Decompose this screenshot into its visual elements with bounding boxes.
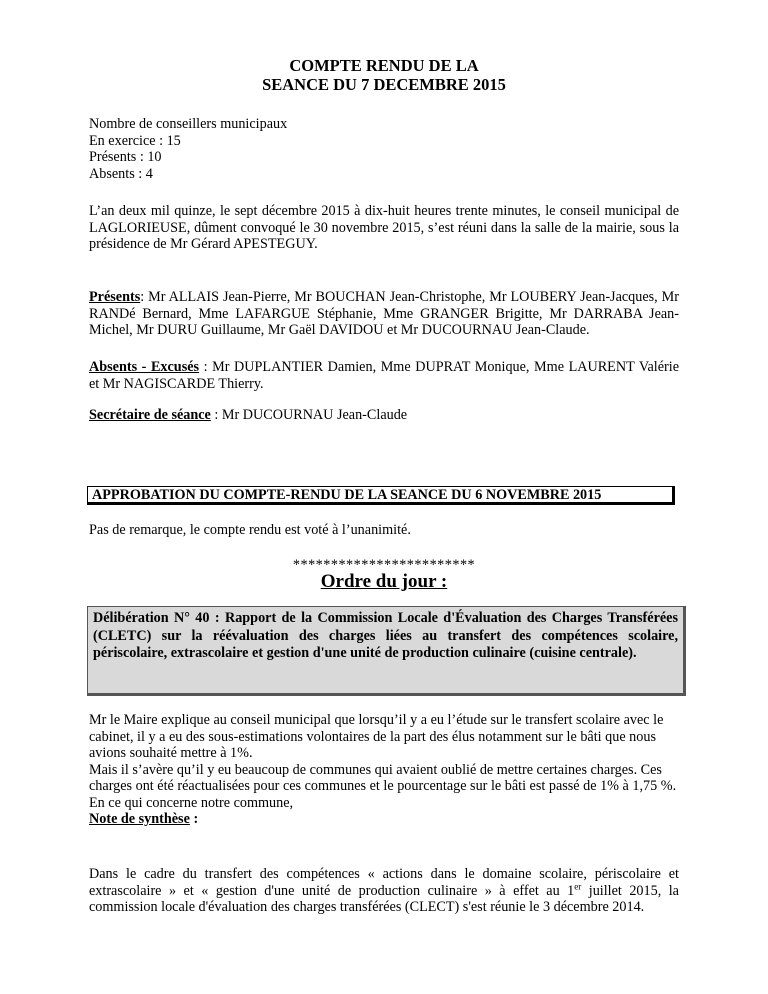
absents-label: Absents - Excusés (89, 359, 200, 375)
page-title-line2: SEANCE DU 7 DECEMBRE 2015 (262, 75, 506, 94)
presents-paragraph (89, 289, 679, 339)
note-text: Dans le cadre du transfert des compétences « actions dans le domaine scolaire, périscolaire et extrascolaire » et « gestion d'une unité de production culinaire » à effet au 1 (89, 866, 679, 899)
secretaire-label: Secrétaire de séance (89, 407, 211, 423)
note-superscript: er (574, 880, 582, 891)
approbation-text: Pas de remarque, le compte rendu est voté à l’unanimité. (89, 522, 411, 538)
separator: ************************ (292, 557, 476, 573)
note-label: Note de synthèse (89, 811, 190, 827)
ordre-du-jour-heading: Ordre du jour : (320, 571, 448, 592)
stats-line: Absents : 4 (89, 165, 153, 182)
stats-line: Présents : 10 (89, 149, 162, 165)
note-paragraph (89, 866, 679, 916)
note-text: juillet 2015, la commission locale d'évaluation des charges transférées (CLECT) s'est réunie le 3 décembre 2014. (89, 882, 679, 915)
presents-text: : Mr ALLAIS Jean-Pierre, Mr BOUCHAN Jean-Christophe, Mr LOUBERY Jean-Jacques, Mr RANDé Bernard, Mme LAFARGUE Stéphanie, Mme GRANGER Brigitte, Mr DARRABA Jean-Michel, Mr DURU Guillaume, Mr Gaël DAVIDOU et Mr DUCOURNAU Jean-Claude. (89, 289, 679, 338)
absents-paragraph (89, 359, 679, 392)
maire-text: Mr le Maire explique au conseil municipal que lorsqu’il y a eu l’étude sur le transfert scolaire avec le cabinet, il y a eu des sous-estimations volontaires de la part des élus notamment sur le bâti que nous avions souhaité mettre à 1%. (89, 712, 664, 761)
approbation-paragraph (89, 522, 679, 539)
intro-paragraph (89, 203, 679, 253)
stats-line: Nombre de conseillers municipaux (89, 116, 288, 132)
absents-text: : Mr DUPLANTIER Damien, Mme DUPRAT Monique, Mme LAURENT Valérie et Mr NAGISCARDE Thierry. (89, 359, 679, 392)
secretaire-text: : Mr DUCOURNAU Jean-Claude (210, 407, 408, 423)
deliberation-title: Délibération N° 40 : Rapport de la Commission Locale d'Évaluation des Charges Transférées (CLETC) sur la réévaluation des charges liées au transfert des compétences scolaire, périscolaire, extrascolaire et gestion d'une unité de production culinaire (cuisine centrale). (93, 610, 678, 661)
page-title-line1: COMPTE RENDU DE LA (289, 56, 479, 75)
stats-line: En exercice : 15 (89, 132, 181, 149)
intro-text: L’an deux mil quinze, le sept décembre 2015 à dix-huit heures trente minutes, le conseil municipal de LAGLORIEUSE, dûment convoqué le 30 novembre 2015, s’est réuni dans la salle de la mairie, sous la présidence de Mr Gérard APESTEGUY. (89, 203, 679, 252)
deliberation-box (87, 606, 686, 696)
presents-label: Présents (89, 289, 141, 305)
approbation-heading: APPROBATION DU COMPTE-RENDU DE LA SEANCE DU 6 NOVEMBRE 2015 (87, 486, 675, 505)
attendance-stats (89, 116, 679, 182)
secretaire-paragraph (89, 407, 679, 424)
note-label-suffix: : (189, 811, 199, 827)
maire-paragraph (89, 712, 677, 828)
maire-text: En ce qui concerne notre commune, (89, 794, 294, 811)
maire-text: Mais il s’avère qu’il y eu beaucoup de communes qui avaient oublié de mettre certaines charges. Ces charges ont été réactualisées pour ces communes et le pourcentage sur le bâti est passé de 1% à 1,75 %. (89, 761, 677, 794)
